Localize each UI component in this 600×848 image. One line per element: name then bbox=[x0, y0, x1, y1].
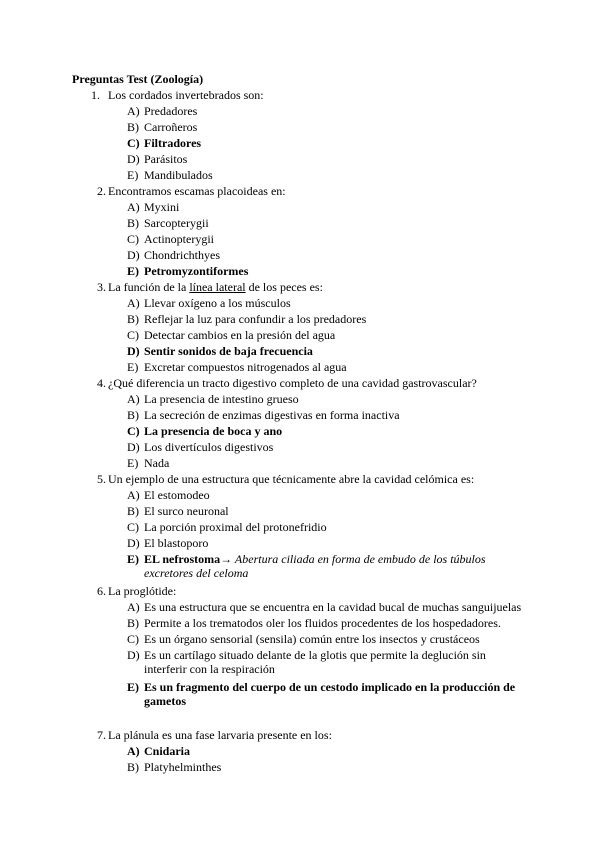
option-5d: D) El blastoporo bbox=[127, 536, 209, 550]
option-2c: C) Actinopterygii bbox=[127, 232, 214, 246]
option-7b: B) Platyhelminthes bbox=[127, 760, 222, 774]
option-7a-correct: A) Cnidaria bbox=[127, 744, 191, 758]
question-text: Encontramos escamas placoideas en: bbox=[108, 184, 286, 198]
question-number: 7. bbox=[97, 728, 106, 742]
option-2b: B) Sarcopterygii bbox=[127, 216, 209, 230]
page-title: Preguntas Test (Zoología) bbox=[72, 72, 204, 86]
option-2a: A) Myxini bbox=[127, 200, 180, 214]
option-1a: A) Predadores bbox=[127, 104, 198, 118]
option-1d: D) Parásitos bbox=[127, 152, 188, 166]
option-3e: E) Excretar compuestos nitrogenados al agua bbox=[127, 360, 347, 374]
option-6b: B) Permite a los trematodos oler los fluidos procedentes de los hospedadores. bbox=[127, 616, 501, 630]
option-1b: B) Carroñeros bbox=[127, 120, 198, 134]
option-5e-correct: E) EL nefrostoma→ Abertura ciliada en forma de embudo de los túbulos excretores del celoma bbox=[127, 552, 486, 580]
question-text: La proglótide: bbox=[108, 584, 177, 598]
question-number: 1. bbox=[91, 88, 100, 102]
option-5c: C) La porción proximal del protonefridio bbox=[127, 520, 327, 534]
option-4a: A) La presencia de intestino grueso bbox=[127, 392, 299, 406]
option-5a: A) El estomodeo bbox=[127, 488, 210, 502]
option-1c-correct: C) Filtradores bbox=[127, 136, 202, 150]
question-text: La función de la línea lateral de los peces es: bbox=[108, 280, 323, 294]
question-text: La plánula es una fase larvaria presente en los: bbox=[108, 728, 332, 742]
question-text: Los cordados invertebrados son: bbox=[108, 88, 264, 102]
option-3a: A) Llevar oxígeno a los músculos bbox=[127, 296, 291, 310]
option-3b: B) Reflejar la luz para confundir a los predadores bbox=[127, 312, 367, 326]
question-number: 2. bbox=[97, 184, 106, 198]
option-4c-correct: C) La presencia de boca y ano bbox=[127, 424, 283, 438]
question-number: 6. bbox=[97, 584, 106, 598]
answer-note: → Abertura ciliada en forma de embudo de los túbulos excretores del celoma bbox=[144, 552, 486, 580]
option-6a: A) Es una estructura que se encuentra en la cavidad bucal de muchas sanguijuelas bbox=[127, 600, 522, 614]
option-4e: E) Nada bbox=[127, 456, 170, 470]
option-2e-correct: E) Petromyzontiformes bbox=[127, 264, 249, 278]
option-3c: C) Detectar cambios en la presión del agua bbox=[127, 328, 336, 342]
question-number: 3. bbox=[97, 280, 106, 294]
option-4d: D) Los divertículos digestivos bbox=[127, 440, 274, 454]
option-5b: B) El surco neuronal bbox=[127, 504, 229, 518]
option-4b: B) La secreción de enzimas digestivas en forma inactiva bbox=[127, 408, 400, 422]
option-2d: D) Chondrichthyes bbox=[127, 248, 220, 262]
option-6e-correct: E) Es un fragmento del cuerpo de un cestodo implicado en la producción de gametos bbox=[127, 680, 516, 708]
option-1e: E) Mandibulados bbox=[127, 168, 213, 182]
option-6c: C) Es un órgano sensorial (sensila) común entre los insectos y crustáceos bbox=[127, 632, 480, 646]
question-number: 5. bbox=[97, 472, 106, 486]
option-6d: D) Es un cartílago situado delante de la glotis que permite la deglución sin interferir con la respiración bbox=[127, 648, 486, 676]
option-3d-correct: D) Sentir sonidos de baja frecuencia bbox=[127, 344, 313, 358]
question-text: ¿Qué diferencia un tracto digestivo completo de una cavidad gastrovascular? bbox=[108, 376, 477, 390]
question-number: 4. bbox=[97, 376, 106, 390]
question-text: Un ejemplo de una estructura que técnicamente abre la cavidad celómica es: bbox=[108, 472, 475, 486]
underlined-term: línea lateral bbox=[189, 280, 246, 294]
